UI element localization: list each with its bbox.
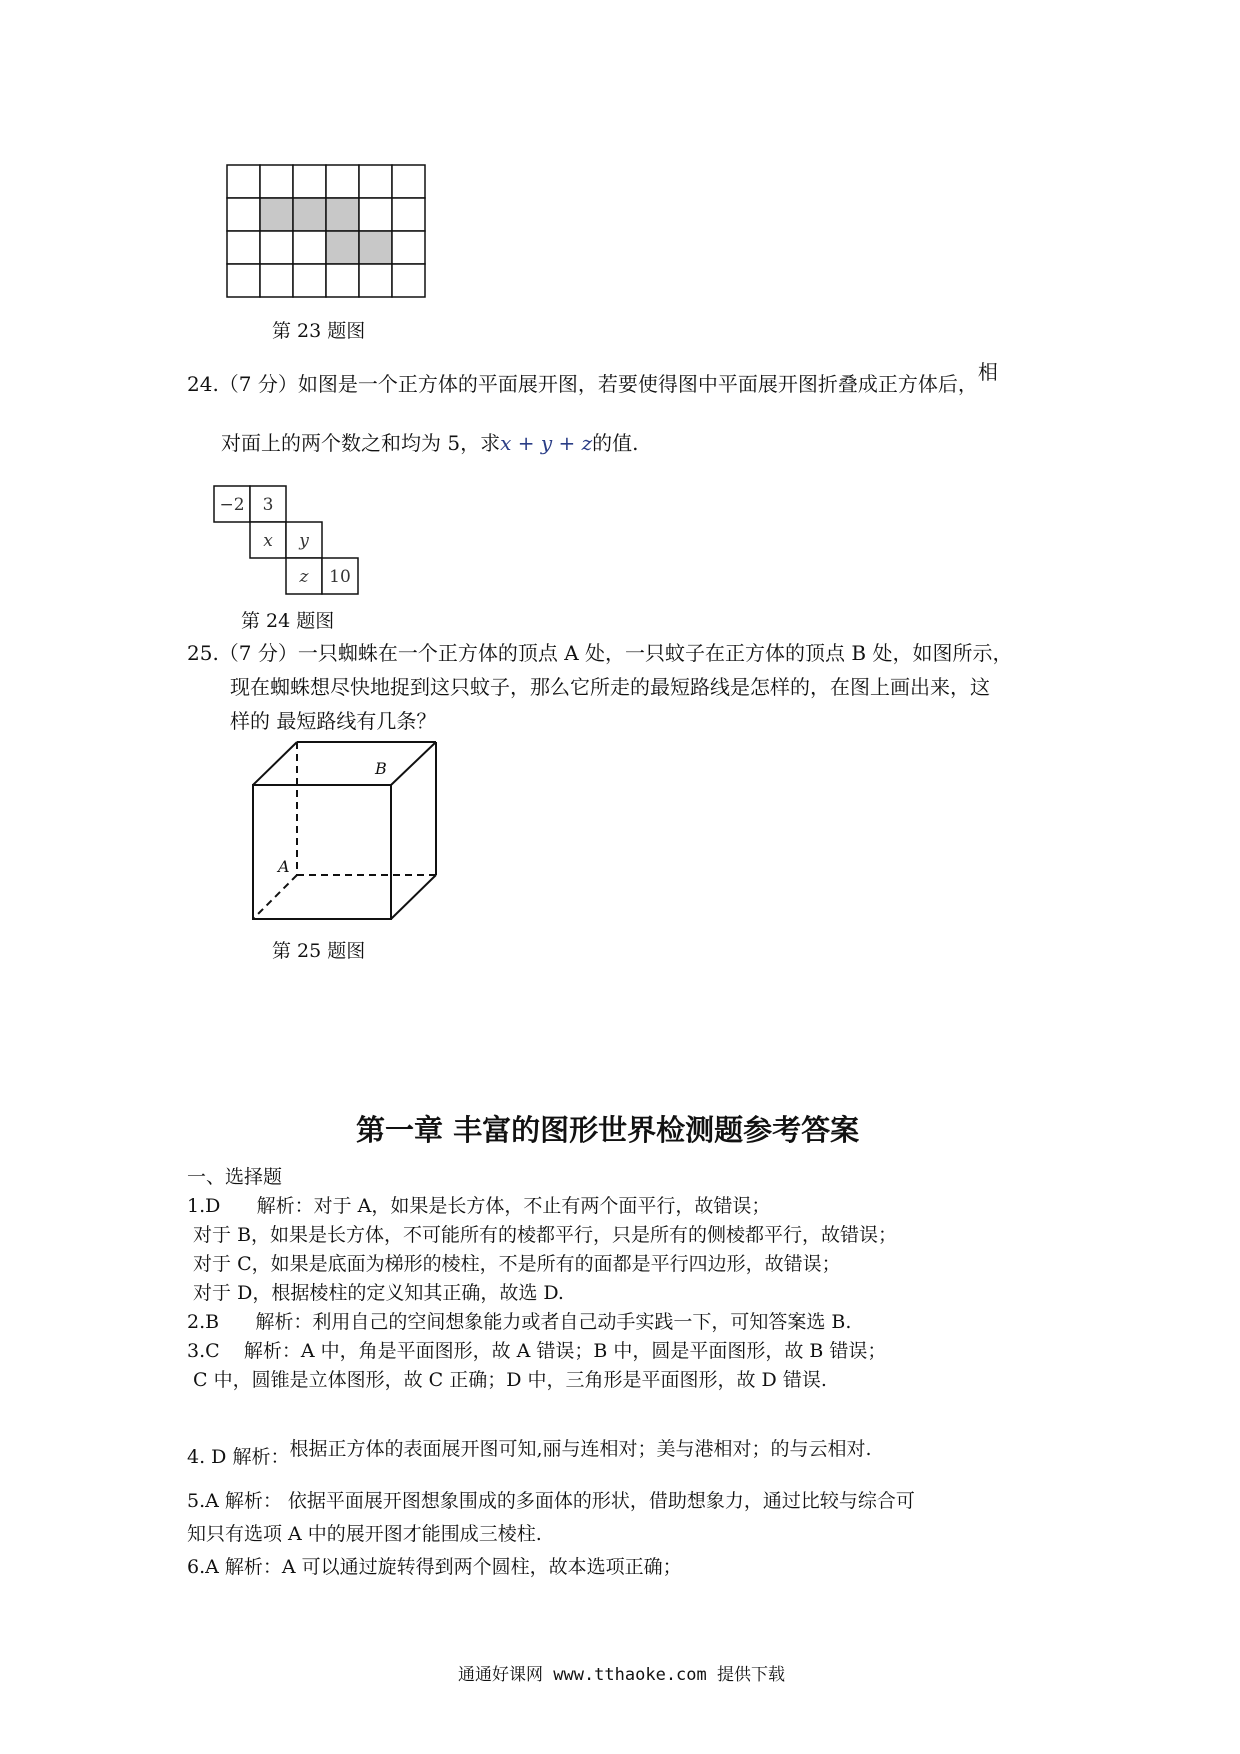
grid-cell	[392, 165, 425, 198]
answer-line: C 中，圆锥是立体图形，故 C 正确；D 中，三角形是平面图形，故 D 错误.	[187, 1369, 827, 1391]
answer-line: 2.B 解析：利用自己的空间想象能力或者自己动手实践一下，可知答案选 B.	[187, 1311, 852, 1333]
grid-cell	[227, 165, 260, 198]
answers-title: 第一章 丰富的图形世界检测题参考答案	[356, 1113, 860, 1147]
grid-cell-shaded	[359, 231, 392, 264]
answer-5-line-2: 知只有选项 A 中的展开图才能围成三棱柱.	[187, 1523, 542, 1545]
cube-edge	[391, 742, 436, 785]
grid-cell	[326, 264, 359, 297]
figure-24-cube-net	[213, 485, 361, 595]
grid-cell-shaded	[260, 198, 293, 231]
cube-front-face	[253, 785, 391, 919]
answer-line: 对于 D，根据棱柱的定义知其正确，故选 D.	[187, 1282, 564, 1304]
question-24-tail: 相	[977, 360, 998, 384]
grid-cell	[227, 231, 260, 264]
net-cell-label: y	[299, 531, 309, 551]
answer-4	[187, 1435, 872, 1468]
net-cell-label: x	[263, 531, 273, 551]
grid-cell-shaded	[326, 198, 359, 231]
answer-5-line-1: 5.A 解析： 依据平面展开图想象围成的多面体的形状，借助想象力，通过比较与综合可	[187, 1490, 915, 1512]
question-25-line-2: 现在蜘蛛想尽快地捉到这只蚊子，那么它所走的最短路线是怎样的，在图上画出来，这	[230, 675, 990, 699]
grid-cell	[260, 264, 293, 297]
question-24-math: x + y + z	[500, 431, 593, 455]
grid-cell	[392, 231, 425, 264]
question-24-line-2	[221, 426, 639, 460]
grid-cell	[359, 165, 392, 198]
answer-6: 6.A 解析：A 可以通过旋转得到两个圆柱，故本选项正确；	[187, 1556, 682, 1578]
grid-cell	[392, 198, 425, 231]
answer-4-text: 根据正方体的表面展开图可知,丽与连相对；美与港相对；的与云相对.	[289, 1438, 872, 1460]
figure-25-caption: 第 25 题图	[272, 940, 366, 962]
grid-cell	[260, 231, 293, 264]
grid-cell	[293, 231, 326, 264]
net-cell-label: 3	[262, 495, 274, 515]
grid-cell	[227, 198, 260, 231]
net-cell-label: −2	[219, 495, 245, 515]
figure-23-grid	[226, 164, 428, 300]
net-cell-label: 10	[329, 567, 351, 587]
question-24-text-a: 对面上的两个数之和均为 5，求	[221, 431, 501, 455]
vertex-a-label: A	[278, 857, 290, 876]
figure-24-caption: 第 24 题图	[241, 610, 335, 632]
question-24-text-b: 的值.	[592, 431, 639, 455]
answers-section-heading: 一、选择题	[187, 1166, 283, 1188]
grid-cell-shaded	[326, 231, 359, 264]
grid-cell	[326, 165, 359, 198]
answer-line: 1.D 解析：对于 A，如果是长方体，不止有两个面平行，故错误；	[187, 1195, 771, 1217]
figure-25-cube	[245, 738, 445, 930]
answer-4-label: 4. D 解析：	[187, 1446, 290, 1468]
grid-cell-shaded	[293, 198, 326, 231]
page-footer: 通通好课网 www.tthaoke.com 提供下载	[458, 1665, 785, 1685]
grid-cell	[293, 264, 326, 297]
answers-list	[187, 1192, 897, 1395]
vertex-b-label: B	[375, 759, 387, 778]
answer-line: 对于 C，如果是底面为梯形的棱柱，不是所有的面都是平行四边形，故错误；	[187, 1253, 841, 1275]
grid-cell	[260, 165, 293, 198]
question-24-text: 24.（7 分）如图是一个正方体的平面展开图，若要使得图中平面展开图折叠成正方体后，	[187, 372, 978, 396]
cube-edge	[391, 875, 436, 919]
cube-hidden-edge	[253, 875, 297, 919]
grid-cell	[392, 264, 425, 297]
grid-cell	[227, 264, 260, 297]
figure-23-caption: 第 23 题图	[272, 320, 366, 342]
question-25-line-1: 25.（7 分）一只蜘蛛在一个正方体的顶点 A 处，一只蚊子在正方体的顶点 B 处，如图所示，	[187, 641, 1013, 665]
grid-cell	[359, 264, 392, 297]
question-25-line-3: 样的 最短路线有几条？	[230, 709, 437, 733]
grid-cell	[359, 198, 392, 231]
question-24-line-1	[187, 360, 998, 401]
net-cell-label: z	[299, 567, 309, 587]
answer-line: 3.C 解析：A 中，角是平面图形，故 A 错误；B 中，圆是平面图形，故 B 错误；	[187, 1340, 887, 1362]
cube-edge	[253, 742, 297, 785]
grid-cell	[293, 165, 326, 198]
answer-line: 对于 B，如果是长方体，不可能所有的棱都平行，只是所有的侧棱都平行，故错误；	[187, 1224, 898, 1246]
